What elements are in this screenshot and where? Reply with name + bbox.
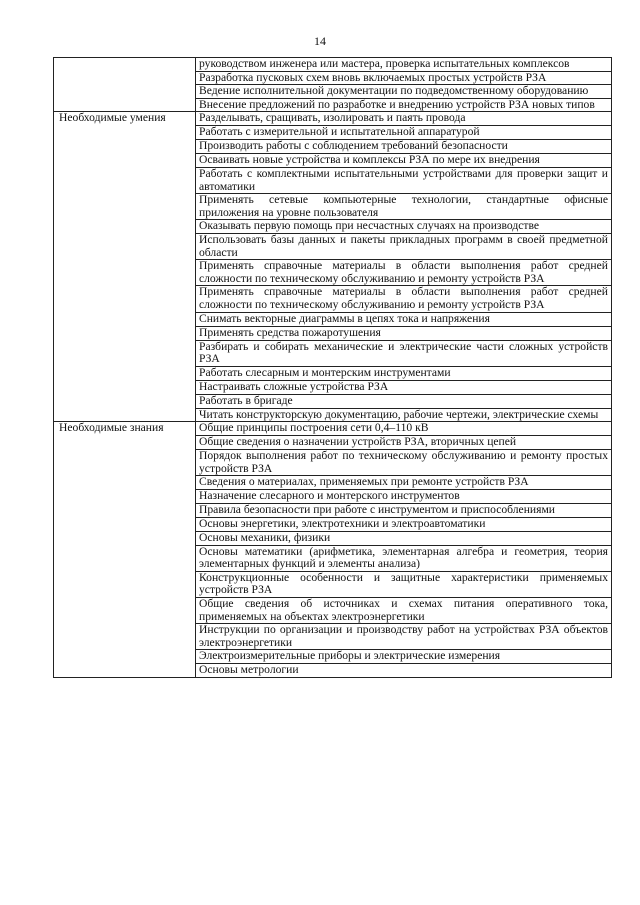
table-cell: Оказывать первую помощь при несчастных случаях на производстве — [196, 220, 612, 234]
table-cell: Основы энергетики, электротехники и электроавтоматики — [196, 517, 612, 531]
competency-table-body — [54, 58, 612, 678]
table-cell: Использовать базы данных и пакеты прикладных программ в своей предметной области — [196, 233, 612, 259]
table-cell: Разработка пусковых схем вновь включаемых простых устройств РЗА — [196, 71, 612, 85]
section-label — [54, 58, 196, 112]
table-cell: Работать в бригаде — [196, 394, 612, 408]
table-cell: Инструкции по организации и производству работ на устройствах РЗА объектов электроэнергетики — [196, 624, 612, 650]
table-cell: Правила безопасности при работе с инструментом и приспособлениями — [196, 504, 612, 518]
table-cell: Применять сетевые компьютерные технологии, стандартные офисные приложения на уровне пользователя — [196, 194, 612, 220]
table-cell: Применять средства пожаротушения — [196, 326, 612, 340]
table-cell: Общие принципы построения сети 0,4–110 кВ — [196, 422, 612, 436]
table-cell: Работать с измерительной и испытательной аппаратурой — [196, 126, 612, 140]
table-cell: Порядок выполнения работ по техническому обслуживанию и ремонту простых устройств РЗА — [196, 450, 612, 476]
table-row — [54, 112, 612, 126]
table-cell: Читать конструкторскую документацию, рабочие чертежи, электрические схемы — [196, 408, 612, 422]
table-cell: Конструкционные особенности и защитные характеристики применяемых устройств РЗА — [196, 571, 612, 597]
competency-table — [53, 57, 612, 678]
table-cell: Работать слесарным и монтерским инструментами — [196, 366, 612, 380]
table-cell: Общие сведения о назначении устройств РЗА, вторичных цепей — [196, 436, 612, 450]
table-cell: Внесение предложений по разработке и внедрению устройств РЗА новых типов — [196, 98, 612, 112]
table-cell: Основы математики (арифметика, элементарная алгебра и геометрия, теория элементарных функций и элементы анализа) — [196, 545, 612, 571]
table-cell: руководством инженера или мастера, проверка испытательных комплексов — [196, 58, 612, 72]
table-cell: Общие сведения об источниках и схемах питания оперативного тока, применяемых на объектах электроэнергетики — [196, 598, 612, 624]
table-cell: Сведения о материалах, применяемых при ремонте устройств РЗА — [196, 476, 612, 490]
table-cell: Разбирать и собирать механические и электрические части сложных устройств РЗА — [196, 340, 612, 366]
table-row — [54, 422, 612, 436]
table-cell: Применять справочные материалы в области выполнения работ средней сложности по техническому обслуживанию и ремонту устройств РЗА — [196, 260, 612, 286]
table-cell: Разделывать, сращивать, изолировать и паять провода — [196, 112, 612, 126]
table-cell: Основы механики, физики — [196, 531, 612, 545]
table-cell: Назначение слесарного и монтерского инструментов — [196, 490, 612, 504]
section-label: Необходимые умения — [54, 112, 196, 422]
table-cell: Настраивать сложные устройства РЗА — [196, 380, 612, 394]
table-cell: Основы метрологии — [196, 664, 612, 678]
table-row — [54, 58, 612, 72]
table-cell: Применять справочные материалы в области выполнения работ средней сложности по техническому обслуживанию и ремонту устройств РЗА — [196, 286, 612, 312]
table-cell: Электроизмерительные приборы и электрические измерения — [196, 650, 612, 664]
table-cell: Работать с комплектными испытательными устройствами для проверки защит и автоматики — [196, 167, 612, 193]
page-number: 14 — [314, 34, 326, 48]
table-cell: Осваивать новые устройства и комплексы РЗА по мере их внедрения — [196, 154, 612, 168]
table-cell: Производить работы с соблюдением требований безопасности — [196, 140, 612, 154]
table-cell: Снимать векторные диаграммы в цепях тока и напряжения — [196, 312, 612, 326]
section-label: Необходимые знания — [54, 422, 196, 678]
table-cell: Ведение исполнительной документации по подведомственному оборудованию — [196, 85, 612, 99]
